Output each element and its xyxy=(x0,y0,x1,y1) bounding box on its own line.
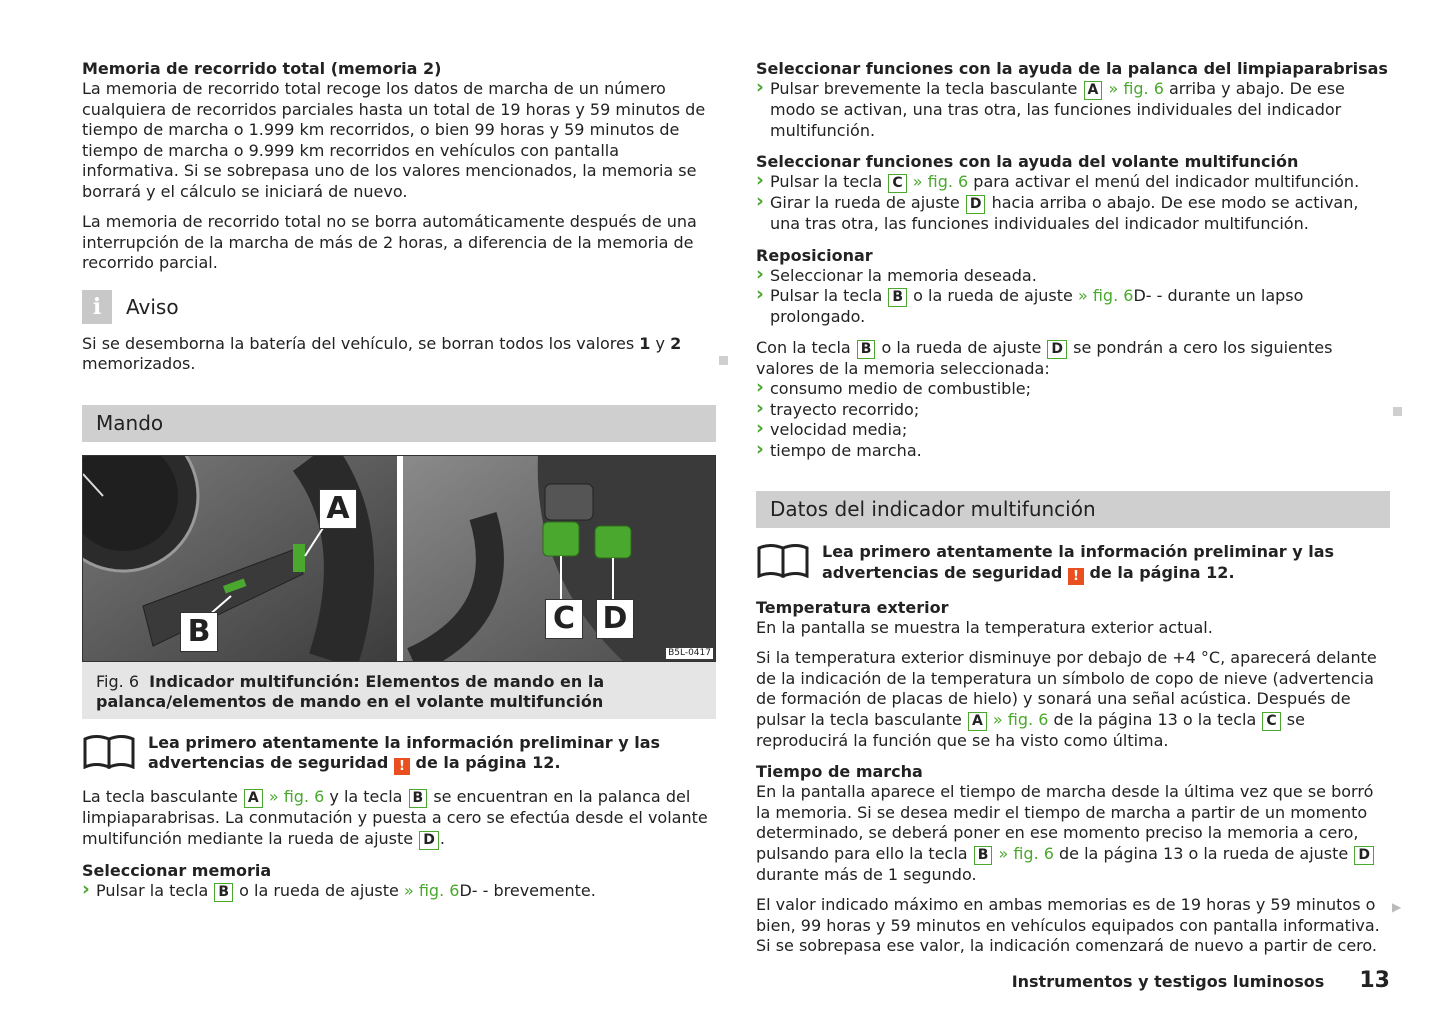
paragraph-reset-values: Con la tecla B o la rueda de ajuste D se pondrán a cero los siguientes valores de la memoria seleccionada: xyxy=(756,337,1333,378)
continue-arrow-icon: ▶ xyxy=(1392,900,1402,914)
heading-total-memory: Memoria de recorrido total (memoria 2) xyxy=(82,59,442,78)
list-item: › consumo medio de combustible; xyxy=(756,379,1390,400)
warning-icon: ! xyxy=(1068,568,1084,585)
info-icon: i xyxy=(82,290,112,324)
paragraph: En la pantalla se muestra la temperatura exterior actual. xyxy=(756,617,1213,637)
notice-header xyxy=(82,290,716,324)
list-item: › velocidad media; xyxy=(756,420,1390,441)
section-header-mando: Mando xyxy=(82,405,716,442)
notice-title: Aviso xyxy=(126,294,179,319)
label-c: C xyxy=(545,599,583,639)
end-marker xyxy=(719,356,728,365)
list-item: › Girar la rueda de ajuste D hacia arriba o abajo. De ese modo se activan, una tras otra, las funciones individuales del indicador multifunción. xyxy=(756,193,1390,235)
book-icon xyxy=(82,733,136,769)
paragraph: En la pantalla aparece el tiempo de marcha desde la última vez que se borró la memoria. Si se desea medir el tiempo de marcha a partir de un momento determinado, se deberá poner en ese momento preciso la memoria a cero, pulsando para ello la tecla B » fig. 6 de la página 13 o la rueda de ajuste D durante más de 1 segundo. xyxy=(756,782,1374,884)
read-first-note xyxy=(82,733,716,776)
list-item: › Pulsar la tecla B o la rueda de ajuste » fig. 6D- - brevemente. xyxy=(82,881,716,902)
heading-outside-temp: Temperatura exterior xyxy=(756,597,949,617)
paragraph: El valor indicado máximo en ambas memorias es de 19 horas y 59 minutos o bien, 99 horas y 59 minutos en vehículos equipados con pantalla informativa. Si se sobrepasa ese valor, la indicación comenzará de nuevo a partir de cero. xyxy=(756,895,1380,955)
right-column xyxy=(756,58,1390,957)
notice-text: Si se desemborna la batería del vehículo, se borran todos los valores 1 y 2 memorizados. xyxy=(82,333,682,373)
list-item: › tiempo de marcha. xyxy=(756,441,1390,462)
label-a: A xyxy=(319,489,357,529)
page-footer xyxy=(1012,968,1390,993)
heading-steering-wheel: Seleccionar funciones con la ayuda del volante multifunción xyxy=(756,152,1299,171)
section-header-datos: Datos del indicador multifunción xyxy=(756,491,1390,528)
figure-code: B5L-0417 xyxy=(668,647,711,658)
end-marker xyxy=(1393,407,1402,416)
figure-caption xyxy=(82,662,716,719)
warning-icon: ! xyxy=(394,758,410,775)
label-d: D xyxy=(596,599,634,639)
paragraph: Si la temperatura exterior disminuye por debajo de +4 °C, aparecerá delante de la indicación de la temperatura un símbolo de copo de nieve (advertencia de formación de placas de hielo) y sonará una señal acústica. Después de pulsar la tecla basculante A » fig. 6 de la página 13 o la tecla C se reproducirá la función que se ha visto como última. xyxy=(756,648,1377,750)
list-item: › Pulsar la tecla C » fig. 6 para activar el menú del indicador multifunción. xyxy=(756,172,1390,193)
page-number: 13 xyxy=(1359,968,1390,993)
book-icon xyxy=(756,542,810,578)
paragraph: La memoria de recorrido total no se borra automáticamente después de una interrupción de la marcha de más de 2 horas, a diferencia de la memoria de recorrido parcial. xyxy=(82,212,697,272)
label-b: B xyxy=(180,612,218,652)
heading-select-memory: Seleccionar memoria xyxy=(82,860,272,880)
list-item: › Pulsar brevemente la tecla basculante A » fig. 6 arriba y abajo. De ese modo se activan, una tras otra, las funciones individuales del indicador multifunción. xyxy=(756,79,1390,141)
heading-wiper-lever: Seleccionar funciones con la ayuda de la palanca del limpiaparabrisas xyxy=(756,59,1388,78)
caption-text: Indicador multifunción: Elementos de mando en la palanca/elementos de mando en el volante multifunción xyxy=(96,671,605,711)
read-first-text: Lea primero atentamente la información preliminar y las advertencias de seguridad ! de la página 12. xyxy=(148,732,661,774)
list-item: › Pulsar la tecla B o la rueda de ajuste » fig. 6D- - durante un lapso prolongado. xyxy=(756,286,1390,328)
paragraph: La memoria de recorrido total recoge los datos de marcha de un número cualquiera de recorridos parciales hasta un total de 19 horas y 59 minutos de tiempo de marcha o 1.999 km recorridos, o bien 99 horas y 59 minutos de tiempo de marcha o 9.999 km recorridos en vehículos con pantalla informativa. Si se sobrepasa uno de los valores mencionados, la memoria se borrará y el cálculo se iniciará de nuevo. xyxy=(82,79,706,201)
heading-driving-time: Tiempo de marcha xyxy=(756,762,923,781)
read-first-note xyxy=(756,542,1390,585)
paragraph-controls: La tecla basculante A » fig. 6 y la tecla B se encuentran en la palanca del limpiaparabrisas. La conmutación y puesta a cero se efectúa desde el volante multifunción mediante la rueda de ajuste D . xyxy=(82,787,708,848)
figure-6 xyxy=(82,455,716,662)
heading-reset: Reposicionar xyxy=(756,245,873,265)
caption-number: Fig. 6 xyxy=(96,671,139,691)
read-first-text: Lea primero atentamente la información preliminar y las advertencias de seguridad ! de la página 12. xyxy=(822,542,1335,584)
list-item: › Seleccionar la memoria deseada. xyxy=(756,266,1390,287)
left-column xyxy=(82,58,716,902)
footer-section: Instrumentos y testigos luminosos xyxy=(1011,972,1325,991)
list-item: › trayecto recorrido; xyxy=(756,400,1390,421)
